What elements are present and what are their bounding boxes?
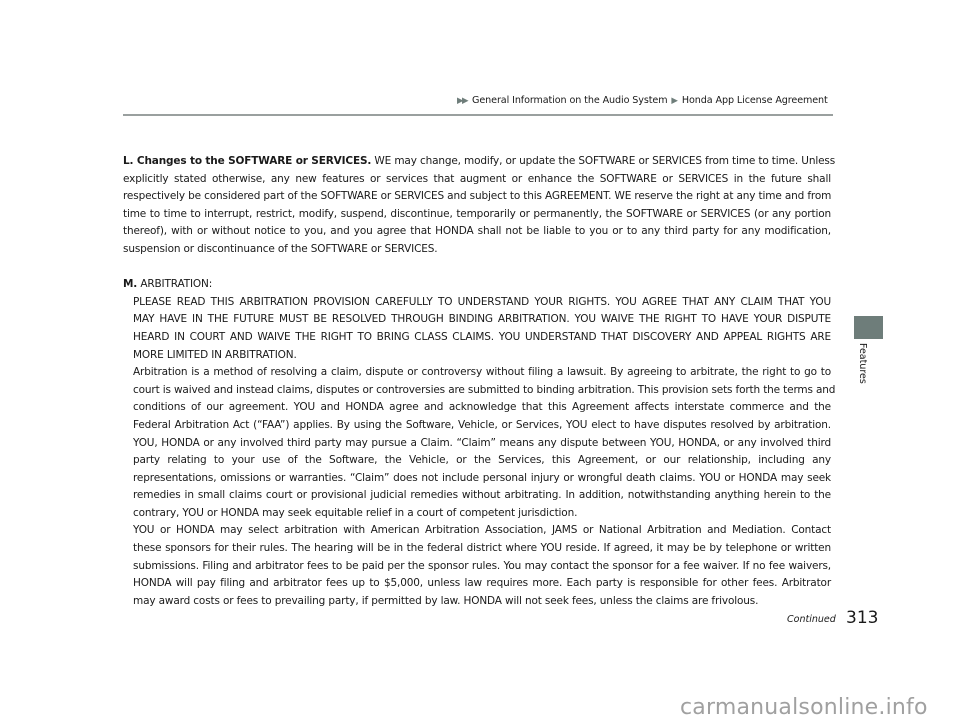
section-m xyxy=(123,276,836,610)
definition-line: remedies in small claims court or provisional judicial remedies without arbitrating. In addition, notwithstanding anything herein to the xyxy=(133,489,831,502)
arrow-icon: ▶ xyxy=(671,96,678,106)
watermark: carmanualsonline.info xyxy=(680,695,928,720)
breadcrumb-section[interactable]: General Information on the Audio System xyxy=(472,95,668,106)
arbitration-definition xyxy=(123,364,836,522)
notice-line: MORE LIMITED IN ARBITRATION. xyxy=(133,348,297,361)
definition-line: party relating to your use of the Software, the Vehicle, or the Services, this Agreement, or our relationship, including any xyxy=(133,454,831,467)
double-arrow-icon: ▶▶ xyxy=(457,96,468,106)
procedure-line: YOU or HONDA may select arbitration with American Arbitration Association, JAMS or National Arbitration and Mediation. Contact xyxy=(133,524,831,537)
section-l-line: suspension or discontinuance of the SOFTWARE or SERVICES. xyxy=(123,242,438,255)
notice-line: PLEASE READ THIS ARBITRATION PROVISION CAREFULLY TO UNDERSTAND YOUR RIGHTS. YOU AGREE THAT ANY CLAIM THAT YOU xyxy=(133,295,831,308)
document-body xyxy=(123,153,836,610)
header-divider xyxy=(123,114,833,116)
paragraph-gap xyxy=(123,259,831,277)
definition-line: Federal Arbitration Act (“FAA”) applies. By using the Software, Vehicle, or Services, YOU elect to have disputes resolved by arbitration. xyxy=(133,418,831,431)
features-tab-marker[interactable] xyxy=(854,316,883,339)
arbitration-notice xyxy=(123,294,831,364)
notice-line: MAY HAVE IN THE FUTURE MUST BE RESOLVED THROUGH BINDING ARBITRATION. YOU WAIVE THE RIGHT TO HAVE YOUR DISPUTE xyxy=(133,313,831,326)
breadcrumb xyxy=(457,94,828,108)
procedure-line: HONDA will pay filing and arbitrator fees up to $5,000, unless law requires more. Each party is responsible for other fees. Arbitrator xyxy=(133,577,831,590)
notice-line: HEARD IN COURT AND WAIVE THE RIGHT TO BRING CLASS CLAIMS. YOU UNDERSTAND THAT DISCOVERY AND APPEAL RIGHTS ARE xyxy=(133,330,831,343)
section-l xyxy=(123,153,836,259)
section-m-letter: M. xyxy=(123,278,138,291)
definition-line: court is waived and instead claims, disputes or controversies are submitted to binding arbitration. This provision sets forth the terms and xyxy=(133,383,836,396)
definition-line: Arbitration is a method of resolving a claim, dispute or controversy without filing a lawsuit. By agreeing to arbitrate, the right to go to xyxy=(133,366,831,379)
section-m-title: ARBITRATION: xyxy=(137,278,213,291)
definition-line: contrary, YOU or HONDA may seek equitable relief in a court of competent jurisdiction. xyxy=(133,506,578,519)
section-l-line: L. Changes to the SOFTWARE or SERVICES. WE may change, modify, or update the SOFTWARE or SERVICES from time to time. Unless xyxy=(123,155,836,167)
definition-line: conditions of our agreement. YOU and HONDA agree and acknowledge that this Agreement affects interstate commerce and the xyxy=(133,401,831,414)
procedure-line: submissions. Filing and arbitrator fees to be paid per the sponsor rules. You may contact the sponsor for a fee waiver. If no fee waivers, xyxy=(133,559,831,572)
arbitration-procedure xyxy=(123,522,831,610)
section-l-heading: L. Changes to the SOFTWARE or SERVICES. xyxy=(123,155,372,167)
section-l-line: explicitly stated otherwise, any new features or services that augment or enhance the SOFTWARE or SERVICES in the future shall xyxy=(123,172,831,185)
section-l-line: thereof), with or without notice to you, and you agree that HONDA shall not be liable to you or to any third party for any modification, xyxy=(123,225,831,238)
procedure-line: these sponsors for their rules. The hearing will be in the federal district where YOU reside. If agreed, it may be by telephone or written xyxy=(133,542,831,555)
continued-label: Continued xyxy=(787,614,836,625)
section-l-line: respectively be considered part of the SOFTWARE or SERVICES and subject to this AGREEMENT. WE reserve the right at any time and from xyxy=(123,190,832,203)
procedure-line: may award costs or fees to prevailing party, if permitted by law. HONDA will not seek fees, unless the claims are frivolous. xyxy=(133,594,759,607)
definition-line: representations, omissions or warranties. “Claim” does not include personal injury or wrongful death claims. YOU or HONDA may seek xyxy=(133,471,831,484)
features-tab-label[interactable]: Features xyxy=(857,343,868,384)
page-number: 313 xyxy=(846,608,879,628)
section-l-line: time to time to interrupt, restrict, modify, suspend, discontinue, temporarily or permanently, the SOFTWARE or SERVICES (or any portion xyxy=(123,207,831,220)
section-m-heading xyxy=(123,276,831,294)
breadcrumb-topic[interactable]: Honda App License Agreement xyxy=(681,95,828,106)
definition-line: YOU, HONDA or any involved third party may pursue a Claim. “Claim” means any dispute between YOU, HONDA, or any involved third xyxy=(133,436,831,449)
